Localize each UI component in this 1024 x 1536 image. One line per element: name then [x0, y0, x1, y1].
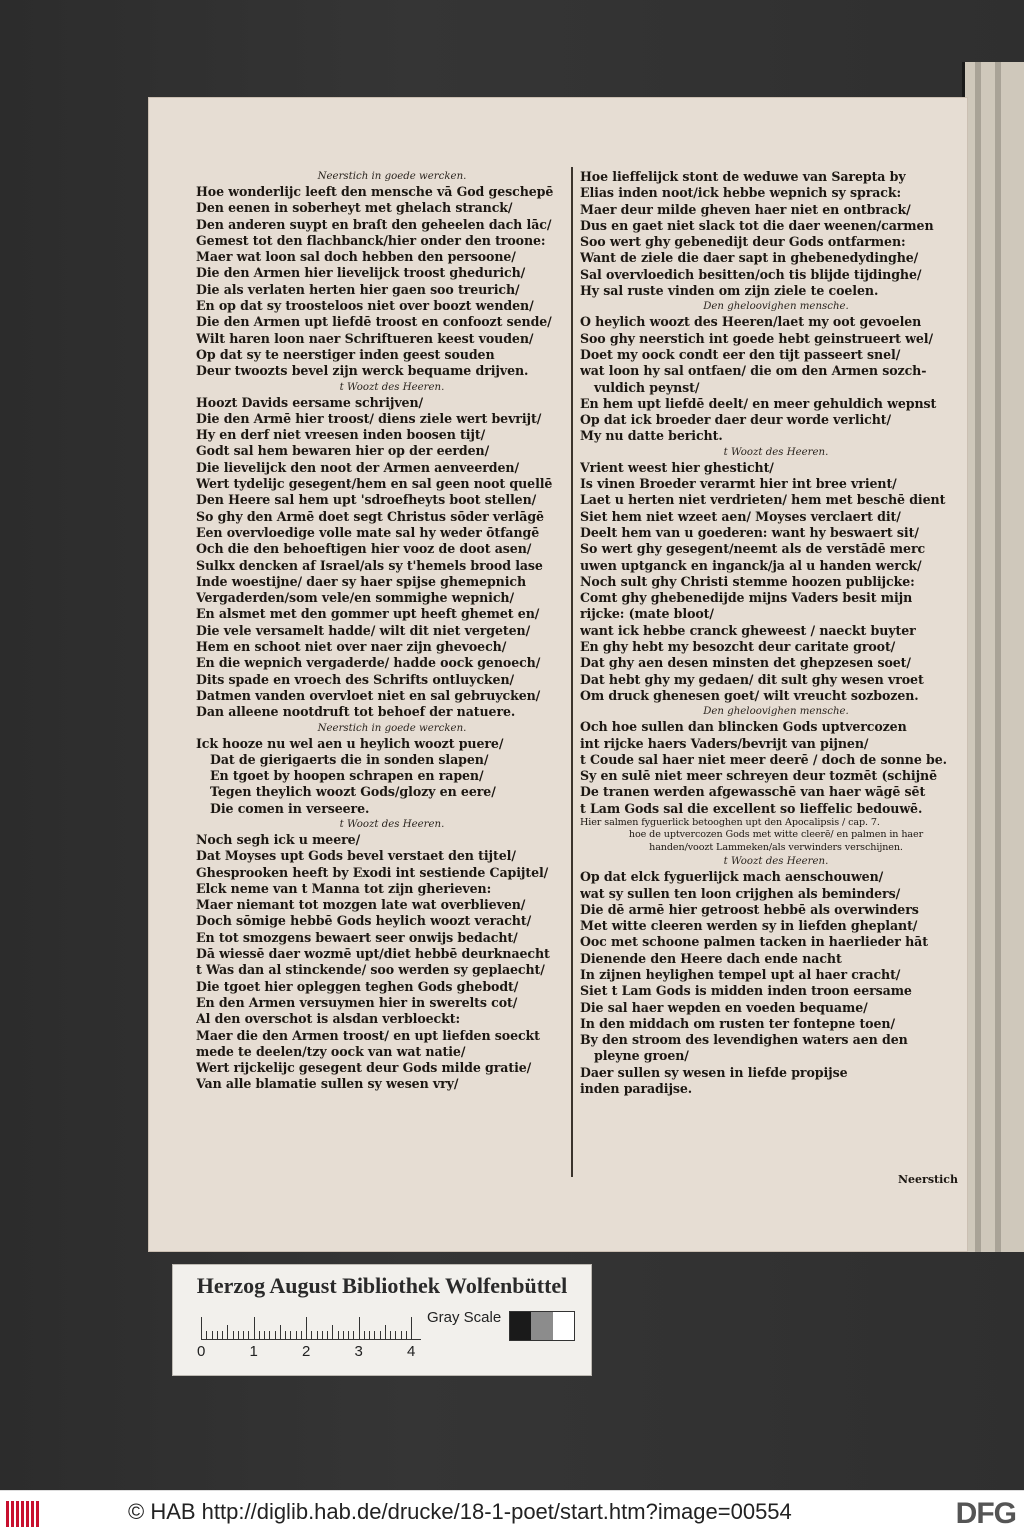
verse-line: Datmen vanden overvloet niet en sal gebruycken/ — [196, 687, 541, 703]
verse-line: Dat Moyses upt Gods bevel verstaet den tijtel/ — [196, 848, 516, 864]
verse-line: Noch segh ick u meere/ — [196, 831, 361, 847]
ruler-tick — [395, 1331, 396, 1339]
ruler-tick — [327, 1331, 328, 1339]
centimeter-ruler — [201, 1313, 421, 1340]
verse-line: Doch sōmige hebbē Gods heylich woozt veracht/ — [196, 913, 532, 929]
verse-line: Dat de gierigaerts die in sonden slapen/ — [210, 751, 489, 767]
ruler-tick — [301, 1331, 302, 1339]
swatch-black — [510, 1312, 531, 1340]
verse-line: Die lievelijck den noot der Armen aenveerden/ — [196, 459, 519, 475]
verse-line: wat loon hy sal ontfaen/ die om den Armen sozch- — [580, 363, 927, 379]
verse-line: hoe de uptvercozen Gods met witte cleerē/ en palmen in haer — [628, 829, 924, 841]
ruler-tick — [406, 1331, 407, 1339]
ruler-tick — [348, 1331, 349, 1339]
ruler-tick — [338, 1331, 339, 1339]
ruler-number: 4 — [407, 1343, 416, 1360]
page-edge-shadow — [995, 62, 1001, 1252]
verse-line: O heylich woozt des Heeren/laet my oot gevoelen — [580, 314, 922, 330]
verse-line: Met witte cleeren werden sy in liefden gheplant/ — [580, 918, 918, 934]
ruler-tick — [217, 1331, 218, 1339]
verse-line: Och die den behoeftigen hier vooz de doot asen/ — [196, 541, 532, 557]
verse-line: Die tgoet hier opleggen teghen Gods ghebodt/ — [196, 978, 519, 994]
book-page — [148, 97, 968, 1252]
verse-line: Siet t Lam Gods is midden inden troon eersame — [580, 983, 912, 999]
verse-line: Gemest tot den flachbanck/hier onder den troone: — [196, 232, 546, 248]
verse-line: En ghy hebt my besozcht deur caritate groot/ — [580, 639, 896, 655]
verse-line: Die den Armē hier troost/ diens ziele wert bevrijt/ — [196, 410, 542, 426]
verse-line: Godt sal hem bewaren hier op der eerden/ — [196, 443, 490, 459]
section-heading: Neerstich in goede wercken. — [317, 171, 467, 182]
verse-line: En op dat sy troosteloos niet over boozt wenden/ — [196, 298, 534, 314]
section-heading: t Woozt des Heeren. — [723, 856, 829, 868]
verse-line: De tranen werden afgewasschē van haer wāgē sēt — [580, 784, 926, 800]
section-heading: Den gheloovighen mensche. — [703, 706, 849, 718]
verse-line: So ghy den Armē doet segt Christus sōder verlāgē — [196, 508, 544, 524]
ruler-tick — [206, 1331, 207, 1339]
verse-line: Die den Armen upt liefdē troost en confoozt sende/ — [196, 314, 552, 330]
verse-line: Ooc met schoone palmen tacken in haerlieder hāt — [580, 934, 928, 950]
ruler-tick — [369, 1331, 370, 1339]
gray-scale-swatches — [509, 1311, 575, 1341]
verse-line: Deur twoozts bevel zijn werck bequame drijven. — [196, 363, 529, 379]
verse-line: want ick hebbe cranck gheweest / naeckt buyter — [580, 622, 916, 638]
ruler-tick — [322, 1331, 323, 1339]
verse-line: Daer sullen sy wesen in liefde propijse — [580, 1064, 848, 1080]
dfg-logo: DFG — [955, 1497, 1016, 1530]
ruler-tick — [254, 1317, 255, 1339]
verse-line: Wert rijckelijc gesegent deur Gods milde gratie/ — [196, 1060, 532, 1076]
verse-line: Dus en gaet niet slack tot die daer weenen/carmen — [580, 217, 934, 233]
verse-line: Die sal haer wepden en voeden bequame/ — [580, 999, 868, 1015]
verse-line: Hoozt Davids eersame schrijven/ — [196, 394, 424, 410]
verse-line: Soo wert ghy gebenedijt deur Gods ontfarmen: — [580, 234, 906, 250]
verse-line: Dā wiessē daer wozmē upt/diet hebbē deurknaecht — [196, 946, 550, 962]
verse-line: t Lam Gods sal die excellent so lieffelic bedouwē. — [580, 800, 923, 816]
verse-line: Want de ziele die daer sapt in ghebenedydinghe/ — [580, 250, 919, 266]
left-text-column — [196, 169, 588, 1093]
ruler-tick — [343, 1331, 344, 1339]
verse-line: Hem en schoot niet over naer zijn ghevoech/ — [196, 639, 507, 655]
ruler-tick — [243, 1331, 244, 1339]
verse-line: En tot smozgens bewaert seer onwijs bedacht/ — [196, 929, 518, 945]
verse-line: Vrient weest hier ghesticht/ — [580, 459, 774, 475]
ruler-tick — [359, 1317, 360, 1339]
verse-line: En alsmet met den gommer upt heeft ghemet en/ — [196, 606, 540, 622]
section-heading: t Woozt des Heeren. — [723, 446, 829, 458]
verse-line: Tegen theylich woozt Gods/glozy en eere/ — [210, 784, 496, 800]
ruler-tick — [306, 1317, 307, 1339]
verse-line: Hoe wonderlijc leeft den mensche vā God geschepē — [196, 184, 554, 199]
swatch-white — [553, 1312, 574, 1340]
verse-line: uwen uptganck en inganck/ja al u handen werck/ — [580, 557, 922, 573]
ruler-tick — [212, 1331, 213, 1339]
verse-line: Den eenen in soberheyt met ghelach stranck/ — [196, 200, 513, 216]
verse-line: t Coude sal haer niet meer deerē / doch de sonne be. — [580, 751, 947, 767]
gray-scale-label: Gray Scale — [427, 1309, 502, 1326]
ruler-tick — [280, 1325, 281, 1339]
verse-line: Doet my oock condt eer den tijt passeert snel/ — [580, 346, 901, 362]
verse-line: Op dat ick broeder daer deur worde verlicht/ — [580, 412, 892, 428]
verse-line: Die comen in verseere. — [210, 800, 370, 816]
ruler-tick — [222, 1331, 223, 1339]
ruler-tick — [264, 1331, 265, 1339]
ruler-tick — [259, 1331, 260, 1339]
verse-line: t Was dan al stinckende/ soo werden sy geplaecht/ — [196, 962, 545, 978]
ruler-tick — [353, 1331, 354, 1339]
verse-line: Die dē armē hier getroost hebbē als overwinders — [580, 901, 919, 917]
verse-line: rijcke: (mate bloot/ — [580, 606, 714, 622]
verse-line: Die den Armen hier lievelijck troost ghedurich/ — [196, 265, 526, 281]
ruler-tick — [248, 1331, 249, 1339]
ruler-number: 1 — [249, 1343, 258, 1360]
verse-line: Op dat elck fyguerlijck mach aenschouwen/ — [580, 869, 884, 885]
ruler-tick — [233, 1331, 234, 1339]
verse-line: En den Armen versuymen hier in swerelts cot/ — [196, 994, 518, 1010]
catchword: Neerstich — [898, 1173, 958, 1186]
verse-line: Comt ghy ghebenedijde mijns Vaders besit mijn — [580, 590, 913, 606]
verse-line: wat sy sullen ten loon crijghen als beminders/ — [580, 885, 901, 901]
verse-line: Dat ghy aen desen minsten det ghepzesen soet/ — [580, 655, 911, 671]
library-name: Herzog August Bibliothek Wolfenbüttel — [196, 1273, 568, 1298]
verse-line: Al den overschot is alsdan verbloeckt: — [196, 1011, 461, 1027]
section-heading: t Woozt des Heeren. — [339, 381, 445, 393]
ruler-tick — [390, 1331, 391, 1339]
verse-line: Dan alleene nootdruft tot behoef der natuere. — [196, 704, 516, 720]
verse-line: Ick hooze nu wel aen u heylich woozt puere/ — [196, 735, 504, 751]
verse-line: Dienende den Heere dach ende nacht — [580, 950, 842, 966]
verse-line: Hy en derf niet vreesen inden boosen tijt/ — [196, 427, 486, 443]
verse-line: In den middach om rusten ter fontepne toen/ — [580, 1015, 895, 1031]
verse-line: Die vele versamelt hadde/ wilt dit niet vergeten/ — [196, 622, 531, 638]
verse-line: Van alle blamatie sullen sy wesen vry/ — [196, 1076, 459, 1092]
verse-line: Dat hebt ghy my gedaen/ dit sult ghy wesen vroet — [580, 671, 924, 687]
swatch-gray — [531, 1312, 552, 1340]
hab-logo-icon — [6, 1501, 44, 1527]
verse-line: My nu datte bericht. — [580, 428, 723, 444]
verse-line: By den stroom des levendighen waters aen den — [580, 1032, 908, 1048]
ruler-tick — [411, 1317, 412, 1339]
verse-line: Maer die den Armen troost/ en upt liefden soeckt — [196, 1027, 540, 1043]
verse-line: Laet u herten niet verdrieten/ hem met beschē dient — [580, 492, 946, 508]
ruler-tick — [201, 1317, 202, 1339]
verse-line: Maer wat loon sal doch hebben den persoone/ — [196, 249, 516, 265]
verse-line: En die wepnich vergaderde/ hadde oock genoech/ — [196, 655, 541, 671]
verse-line: Hoe lieffelijck stont de weduwe van Sarepta by — [580, 169, 906, 184]
verse-line: Wert tydelijc gesegent/hem en sal geen noot quellē — [196, 476, 553, 492]
ruler-tick — [290, 1331, 291, 1339]
ruler-tick — [380, 1331, 381, 1339]
verse-line: En hem upt liefdē deelt/ en meer gehuldich wepnst — [580, 395, 937, 411]
verse-line: vuldich peynst/ — [594, 379, 700, 395]
column-rule — [571, 167, 573, 1177]
verse-line: Siet hem niet wzeet aen/ Moyses verclaert dit/ — [580, 508, 901, 524]
verse-line: Deelt hem van u goederen: want hy beswaert sit/ — [580, 524, 919, 540]
ruler-number: 2 — [302, 1343, 311, 1360]
verse-line: Sulkx dencken af Israel/als sy t'hemels brood lase — [196, 557, 543, 573]
verse-line: mede te deelen/tzy oock van wat natie/ — [196, 1043, 466, 1059]
verse-line: Wilt haren loon naer Schriftueren keest vouden/ — [196, 330, 534, 346]
section-heading: t Woozt des Heeren. — [339, 818, 445, 830]
verse-line: inden paradijse. — [580, 1081, 693, 1097]
verse-line: Inde woestijne/ daer sy haer spijse ghemepnich — [196, 573, 527, 589]
ruler-tick — [275, 1331, 276, 1339]
verse-line: Den anderen suypt en braſt den geheelen dach lāc/ — [196, 216, 552, 232]
verse-line: Maer niemant tot mozgen late wat overblieven/ — [196, 897, 526, 913]
verse-line: Vergaderden/som vele/en sommighe wepnich/ — [196, 590, 514, 606]
verse-line: Och hoe sullen dan blincken Gods uptvercozen — [580, 719, 907, 735]
right-text-column — [580, 169, 968, 1097]
verse-line: Die als verlaten herten hier gaen soo treurich/ — [196, 281, 520, 297]
verse-line: Sal overvloedich besitten/och tis blijde tijdinghe/ — [580, 266, 922, 282]
verse-line: In zijnen heylighen tempel upt al haer cracht/ — [580, 966, 901, 982]
verse-line: Elck neme van t Manna tot zijn gherieven: — [196, 880, 492, 896]
ruler-tick — [227, 1325, 228, 1339]
ruler-tick — [332, 1325, 333, 1339]
ruler-tick — [285, 1331, 286, 1339]
verse-line: Op dat sy te neerstiger inden geest souden — [196, 346, 495, 362]
footer-bar — [0, 1490, 1024, 1536]
verse-line: En tgoet by hoopen schrapen en rapen/ — [210, 768, 484, 784]
ruler-tick — [238, 1331, 239, 1339]
verse-line: Soo ghy neerstich int goede hebt geinstrueert wel/ — [580, 330, 933, 346]
footer-copyright-link[interactable]: © HAB http://diglib.hab.de/drucke/18-1-poet/start.htm?image=00554 — [128, 1499, 792, 1524]
verse-line: Dits spade en vroech des Schrifts ontluycken/ — [196, 671, 515, 687]
verse-line: Noch sult ghy Christi stemme hoozen publijcke: — [580, 573, 915, 589]
ruler-tick — [311, 1331, 312, 1339]
verse-line: So wert ghy gesegent/neemt als de verstādē merc — [580, 541, 926, 557]
verse-line: Is vinen Broeder verarmt hier int bree vrient/ — [580, 476, 897, 492]
ruler-tick — [385, 1325, 386, 1339]
section-heading: Neerstich in goede wercken. — [317, 722, 467, 734]
ruler-tick — [317, 1331, 318, 1339]
ruler-number: 3 — [354, 1343, 363, 1360]
adjacent-page-edge — [962, 62, 1024, 1252]
ruler-tick — [401, 1331, 402, 1339]
ruler-tick — [296, 1331, 297, 1339]
verse-line: Maer deur milde gheven haer niet en ontbrack/ — [580, 201, 911, 217]
ruler-tick — [374, 1331, 375, 1339]
verse-line: Hier salmen fyguerlick betooghen upt den Apocalipsis / cap. 7. — [580, 816, 880, 828]
verse-line: Hy sal ruste vinden om zijn ziele te coelen. — [580, 283, 879, 299]
verse-line: Den Heere sal hem upt 'sdroefheyts boot stellen/ — [196, 492, 537, 508]
verse-line: Sy en sulē niet meer schreyen deur tozmēt (schijnē — [580, 768, 938, 784]
verse-line: Elias inden noot/ick hebbe wepnich sy sprack: — [580, 185, 902, 201]
verse-line: Ghesprooken heeft by Exodi int sestiende Capijtel/ — [196, 864, 549, 880]
verse-line: pleyne groen/ — [594, 1048, 689, 1064]
verse-line: handen/voozt Lammeken/als verwinders verschijnen. — [649, 841, 903, 853]
page-edge-shadow — [975, 62, 981, 1252]
verse-line: Een overvloedige volle mate sal hy weder ōtfangē — [196, 524, 540, 540]
color-target-card — [172, 1264, 592, 1376]
verse-line: int rijcke haers Vaders/bevrijt van pijnen/ — [580, 735, 869, 751]
verse-line: Om druck ghenesen goet/ wilt vreucht sozbozen. — [580, 687, 919, 703]
ruler-tick — [269, 1331, 270, 1339]
ruler-number: 0 — [197, 1343, 206, 1360]
ruler-tick — [364, 1331, 365, 1339]
section-heading: Den gheloovighen mensche. — [703, 301, 849, 313]
